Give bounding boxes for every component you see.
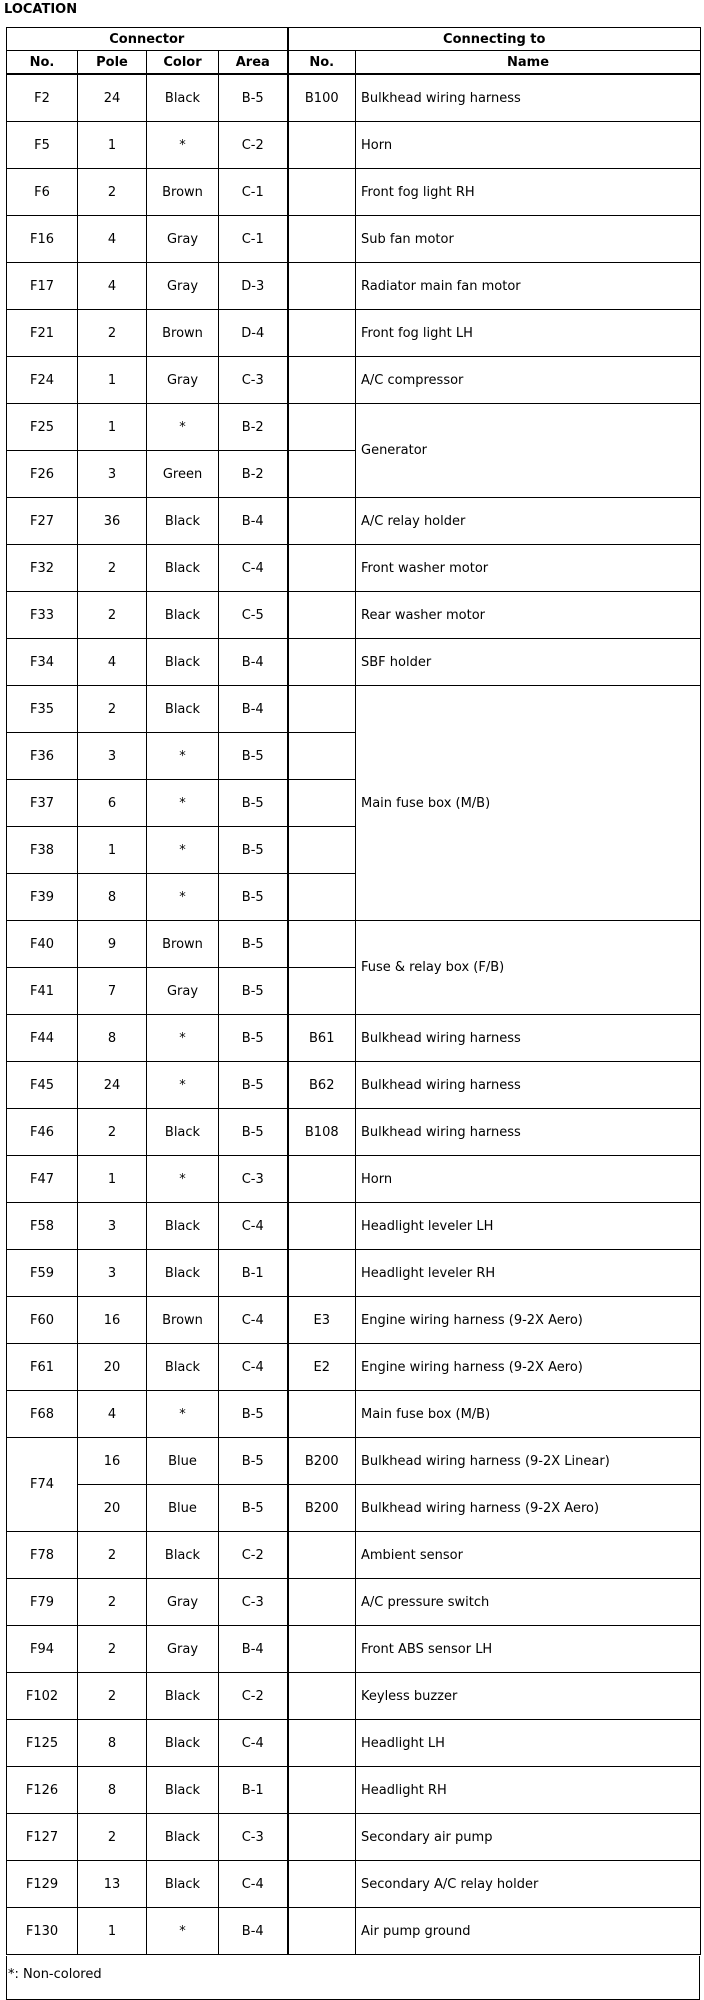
cell-name: Front ABS sensor LH [356, 1626, 701, 1673]
cell-pole: 2 [78, 1109, 147, 1156]
cell-pole: 8 [78, 1767, 147, 1814]
cell-area: D-4 [219, 310, 288, 357]
cell-cno [288, 451, 356, 498]
cell-pole: 3 [78, 451, 147, 498]
cell-pole: 3 [78, 733, 147, 780]
cell-color: * [147, 1062, 219, 1109]
cell-no: F2 [7, 74, 78, 122]
table-row [7, 74, 701, 122]
cell-color: * [147, 122, 219, 169]
cell-pole: 3 [78, 1203, 147, 1250]
table-row [7, 263, 701, 310]
cell-pole: 8 [78, 1015, 147, 1062]
table-row [7, 1720, 701, 1767]
cell-no: F24 [7, 357, 78, 404]
cell-color: Black [147, 592, 219, 639]
cell-no: F45 [7, 1062, 78, 1109]
cell-pole: 2 [78, 1579, 147, 1626]
cell-cno [288, 1579, 356, 1626]
cell-cno [288, 1532, 356, 1579]
cell-color: Blue [147, 1438, 219, 1485]
cell-name: Radiator main fan motor [356, 263, 701, 310]
cell-area: C-3 [219, 357, 288, 404]
table-row [7, 1438, 701, 1485]
cell-no: F26 [7, 451, 78, 498]
cell-area: B-1 [219, 1250, 288, 1297]
cell-color: Brown [147, 1297, 219, 1344]
cell-name: Air pump ground [356, 1908, 701, 1955]
cell-name: Main fuse box (M/B) [356, 686, 701, 921]
cell-no: F36 [7, 733, 78, 780]
cell-area: C-3 [219, 1579, 288, 1626]
cell-pole: 24 [78, 1062, 147, 1109]
cell-area: B-5 [219, 733, 288, 780]
cell-area: B-2 [219, 404, 288, 451]
cell-area: C-1 [219, 169, 288, 216]
cell-no: F37 [7, 780, 78, 827]
cell-area: C-3 [219, 1156, 288, 1203]
cell-cno [288, 1626, 356, 1673]
cell-no: F126 [7, 1767, 78, 1814]
table-row [7, 639, 701, 686]
cell-no: F21 [7, 310, 78, 357]
table-row [7, 310, 701, 357]
cell-pole: 20 [78, 1485, 147, 1532]
cell-color: Blue [147, 1485, 219, 1532]
cell-name: Bulkhead wiring harness [356, 74, 701, 122]
cell-name: A/C pressure switch [356, 1579, 701, 1626]
cell-color: Gray [147, 968, 219, 1015]
cell-cno [288, 169, 356, 216]
cell-area: B-4 [219, 686, 288, 733]
cell-color: Black [147, 1767, 219, 1814]
cell-color: Gray [147, 1626, 219, 1673]
cell-name: Front fog light RH [356, 169, 701, 216]
cell-area: B-5 [219, 874, 288, 921]
cell-name: SBF holder [356, 639, 701, 686]
cell-cno [288, 1720, 356, 1767]
cell-no: F47 [7, 1156, 78, 1203]
cell-name: Horn [356, 122, 701, 169]
footnote-box [6, 1956, 700, 2000]
cell-pole: 2 [78, 686, 147, 733]
cell-pole: 24 [78, 74, 147, 122]
cell-no: F38 [7, 827, 78, 874]
cell-cno [288, 122, 356, 169]
cell-pole: 4 [78, 1391, 147, 1438]
cell-color: Brown [147, 169, 219, 216]
table-row [7, 1344, 701, 1391]
cell-pole: 9 [78, 921, 147, 968]
cell-no: F79 [7, 1579, 78, 1626]
cell-color: Black [147, 1720, 219, 1767]
cell-cno [288, 310, 356, 357]
cell-area: B-5 [219, 1062, 288, 1109]
table-row [7, 1861, 701, 1908]
cell-cno [288, 404, 356, 451]
cell-name: A/C relay holder [356, 498, 701, 545]
table-row [7, 1203, 701, 1250]
cell-no: F61 [7, 1344, 78, 1391]
col-header-no: No. [7, 51, 78, 75]
cell-pole: 8 [78, 1720, 147, 1767]
cell-color: Black [147, 1532, 219, 1579]
cell-color: * [147, 1015, 219, 1062]
table-row [7, 1673, 701, 1720]
cell-no: F129 [7, 1861, 78, 1908]
cell-name: Bulkhead wiring harness (9-2X Aero) [356, 1485, 701, 1532]
cell-no: F102 [7, 1673, 78, 1720]
cell-cno [288, 1673, 356, 1720]
col-header-pole: Pole [78, 51, 147, 75]
cell-name: Front fog light LH [356, 310, 701, 357]
cell-cno [288, 1861, 356, 1908]
cell-pole: 2 [78, 545, 147, 592]
cell-cno [288, 874, 356, 921]
cell-name: Headlight LH [356, 1720, 701, 1767]
table-row [7, 1485, 701, 1532]
cell-cno [288, 357, 356, 404]
cell-pole: 16 [78, 1297, 147, 1344]
cell-cno [288, 1908, 356, 1955]
cell-name: Engine wiring harness (9-2X Aero) [356, 1344, 701, 1391]
cell-cno [288, 263, 356, 310]
cell-name: Secondary A/C relay holder [356, 1861, 701, 1908]
table-row [7, 592, 701, 639]
cell-no: F41 [7, 968, 78, 1015]
cell-area: C-4 [219, 1203, 288, 1250]
table-row [7, 498, 701, 545]
cell-name: Headlight RH [356, 1767, 701, 1814]
cell-pole: 2 [78, 1673, 147, 1720]
cell-cno [288, 592, 356, 639]
cell-color: Brown [147, 310, 219, 357]
cell-pole: 1 [78, 1156, 147, 1203]
cell-area: C-3 [219, 1814, 288, 1861]
cell-area: B-5 [219, 1438, 288, 1485]
cell-pole: 6 [78, 780, 147, 827]
cell-color: * [147, 827, 219, 874]
table-row [7, 921, 701, 968]
table-row [7, 545, 701, 592]
cell-area: C-1 [219, 216, 288, 263]
cell-color: Black [147, 1814, 219, 1861]
cell-area: B-5 [219, 921, 288, 968]
cell-color: Black [147, 74, 219, 122]
cell-name: Ambient sensor [356, 1532, 701, 1579]
table-row [7, 1908, 701, 1955]
cell-area: B-4 [219, 498, 288, 545]
cell-pole: 2 [78, 310, 147, 357]
cell-color: Black [147, 1861, 219, 1908]
cell-pole: 2 [78, 1532, 147, 1579]
cell-no: F17 [7, 263, 78, 310]
cell-name: Headlight leveler LH [356, 1203, 701, 1250]
cell-no: F40 [7, 921, 78, 968]
cell-pole: 4 [78, 263, 147, 310]
cell-pole: 1 [78, 827, 147, 874]
cell-color: Black [147, 1109, 219, 1156]
table-row [7, 1532, 701, 1579]
cell-area: C-5 [219, 592, 288, 639]
location-table [6, 27, 701, 1955]
table-row [7, 404, 701, 451]
cell-name: Engine wiring harness (9-2X Aero) [356, 1297, 701, 1344]
cell-color: Black [147, 686, 219, 733]
cell-name: Front washer motor [356, 545, 701, 592]
cell-name: Secondary air pump [356, 1814, 701, 1861]
cell-area: C-2 [219, 1673, 288, 1720]
cell-no: F16 [7, 216, 78, 263]
cell-cno: B108 [288, 1109, 356, 1156]
cell-cno [288, 686, 356, 733]
cell-area: B-5 [219, 1485, 288, 1532]
cell-cno [288, 968, 356, 1015]
cell-area: B-5 [219, 74, 288, 122]
cell-color: * [147, 733, 219, 780]
cell-area: C-2 [219, 122, 288, 169]
cell-color: Green [147, 451, 219, 498]
cell-color: Gray [147, 357, 219, 404]
cell-pole: 4 [78, 216, 147, 263]
cell-name: Bulkhead wiring harness (9-2X Linear) [356, 1438, 701, 1485]
cell-area: B-5 [219, 1015, 288, 1062]
cell-no: F6 [7, 169, 78, 216]
cell-color: Brown [147, 921, 219, 968]
cell-pole: 1 [78, 122, 147, 169]
cell-name: Main fuse box (M/B) [356, 1391, 701, 1438]
header-row-columns [7, 51, 701, 75]
cell-cno [288, 780, 356, 827]
cell-color: * [147, 1156, 219, 1203]
cell-pole: 1 [78, 357, 147, 404]
cell-color: * [147, 874, 219, 921]
cell-color: * [147, 780, 219, 827]
page-title: LOCATION [4, 2, 78, 17]
cell-cno [288, 1814, 356, 1861]
cell-cno [288, 216, 356, 263]
table-row [7, 1062, 701, 1109]
cell-no: F94 [7, 1626, 78, 1673]
cell-no: F39 [7, 874, 78, 921]
cell-cno [288, 733, 356, 780]
cell-cno [288, 1391, 356, 1438]
cell-pole: 4 [78, 639, 147, 686]
cell-cno [288, 827, 356, 874]
cell-no: F125 [7, 1720, 78, 1767]
cell-cno: E3 [288, 1297, 356, 1344]
table-row [7, 1109, 701, 1156]
table-row [7, 216, 701, 263]
table-row [7, 169, 701, 216]
cell-cno: B100 [288, 74, 356, 122]
cell-pole: 2 [78, 592, 147, 639]
col-header-connecting-no: No. [288, 51, 356, 75]
connecting-to-group-header: Connecting to [288, 28, 701, 51]
cell-no: F78 [7, 1532, 78, 1579]
cell-pole: 1 [78, 404, 147, 451]
table-row [7, 1814, 701, 1861]
table-row [7, 1015, 701, 1062]
cell-cno [288, 639, 356, 686]
cell-cno [288, 1203, 356, 1250]
cell-area: B-5 [219, 1109, 288, 1156]
cell-no: F25 [7, 404, 78, 451]
cell-no: F60 [7, 1297, 78, 1344]
cell-pole: 2 [78, 1814, 147, 1861]
col-header-area: Area [219, 51, 288, 75]
cell-area: D-3 [219, 263, 288, 310]
cell-pole: 16 [78, 1438, 147, 1485]
cell-no: F127 [7, 1814, 78, 1861]
table-row [7, 1297, 701, 1344]
table-row [7, 1767, 701, 1814]
table-row [7, 1579, 701, 1626]
cell-no: F46 [7, 1109, 78, 1156]
cell-color: Black [147, 1250, 219, 1297]
table-row [7, 1391, 701, 1438]
cell-color: Black [147, 639, 219, 686]
cell-cno [288, 921, 356, 968]
cell-pole: 2 [78, 1626, 147, 1673]
cell-name: Bulkhead wiring harness [356, 1062, 701, 1109]
cell-color: Gray [147, 216, 219, 263]
cell-area: B-5 [219, 968, 288, 1015]
cell-name: Generator [356, 404, 701, 498]
cell-no: F130 [7, 1908, 78, 1955]
cell-no: F32 [7, 545, 78, 592]
cell-name: Keyless buzzer [356, 1673, 701, 1720]
cell-area: B-1 [219, 1767, 288, 1814]
cell-no: F68 [7, 1391, 78, 1438]
table-row [7, 1156, 701, 1203]
cell-cno: E2 [288, 1344, 356, 1391]
cell-name: Bulkhead wiring harness [356, 1015, 701, 1062]
cell-area: B-4 [219, 1626, 288, 1673]
cell-color: * [147, 1391, 219, 1438]
cell-name: Horn [356, 1156, 701, 1203]
cell-color: * [147, 1908, 219, 1955]
cell-pole: 3 [78, 1250, 147, 1297]
cell-color: Black [147, 545, 219, 592]
cell-name: Fuse & relay box (F/B) [356, 921, 701, 1015]
cell-color: Black [147, 498, 219, 545]
col-header-color: Color [147, 51, 219, 75]
cell-pole: 7 [78, 968, 147, 1015]
table-row [7, 1250, 701, 1297]
cell-name: Bulkhead wiring harness [356, 1109, 701, 1156]
header-row-groups [7, 28, 701, 51]
cell-area: B-4 [219, 639, 288, 686]
cell-area: C-2 [219, 1532, 288, 1579]
cell-color: Gray [147, 263, 219, 310]
cell-area: B-4 [219, 1908, 288, 1955]
cell-color: Black [147, 1344, 219, 1391]
cell-no: F44 [7, 1015, 78, 1062]
cell-pole: 1 [78, 1908, 147, 1955]
cell-color: Black [147, 1673, 219, 1720]
cell-no: F27 [7, 498, 78, 545]
cell-no: F5 [7, 122, 78, 169]
cell-area: C-4 [219, 1720, 288, 1767]
cell-name: A/C compressor [356, 357, 701, 404]
cell-area: C-4 [219, 1344, 288, 1391]
col-header-name: Name [356, 51, 701, 75]
cell-pole: 36 [78, 498, 147, 545]
cell-cno: B200 [288, 1485, 356, 1532]
cell-no: F74 [7, 1438, 78, 1532]
cell-no: F58 [7, 1203, 78, 1250]
cell-cno [288, 1767, 356, 1814]
cell-area: C-4 [219, 1297, 288, 1344]
cell-color: * [147, 404, 219, 451]
cell-cno: B62 [288, 1062, 356, 1109]
cell-pole: 20 [78, 1344, 147, 1391]
cell-no: F59 [7, 1250, 78, 1297]
cell-cno: B61 [288, 1015, 356, 1062]
cell-cno: B200 [288, 1438, 356, 1485]
table-row [7, 1626, 701, 1673]
cell-color: Gray [147, 1579, 219, 1626]
cell-pole: 2 [78, 169, 147, 216]
cell-no: F34 [7, 639, 78, 686]
cell-pole: 13 [78, 1861, 147, 1908]
cell-name: Sub fan motor [356, 216, 701, 263]
table-row [7, 122, 701, 169]
footnote: *: Non-colored [8, 1967, 102, 1982]
cell-cno [288, 545, 356, 592]
cell-cno [288, 1250, 356, 1297]
cell-no: F33 [7, 592, 78, 639]
cell-area: C-4 [219, 1861, 288, 1908]
cell-name: Headlight leveler RH [356, 1250, 701, 1297]
cell-pole: 8 [78, 874, 147, 921]
cell-name: Rear washer motor [356, 592, 701, 639]
cell-color: Black [147, 1203, 219, 1250]
cell-area: B-5 [219, 780, 288, 827]
connector-group-header: Connector [7, 28, 288, 51]
cell-area: B-5 [219, 1391, 288, 1438]
table-row [7, 357, 701, 404]
table-row [7, 686, 701, 733]
cell-cno [288, 1156, 356, 1203]
cell-no: F35 [7, 686, 78, 733]
cell-cno [288, 498, 356, 545]
cell-area: C-4 [219, 545, 288, 592]
cell-area: B-5 [219, 827, 288, 874]
cell-area: B-2 [219, 451, 288, 498]
